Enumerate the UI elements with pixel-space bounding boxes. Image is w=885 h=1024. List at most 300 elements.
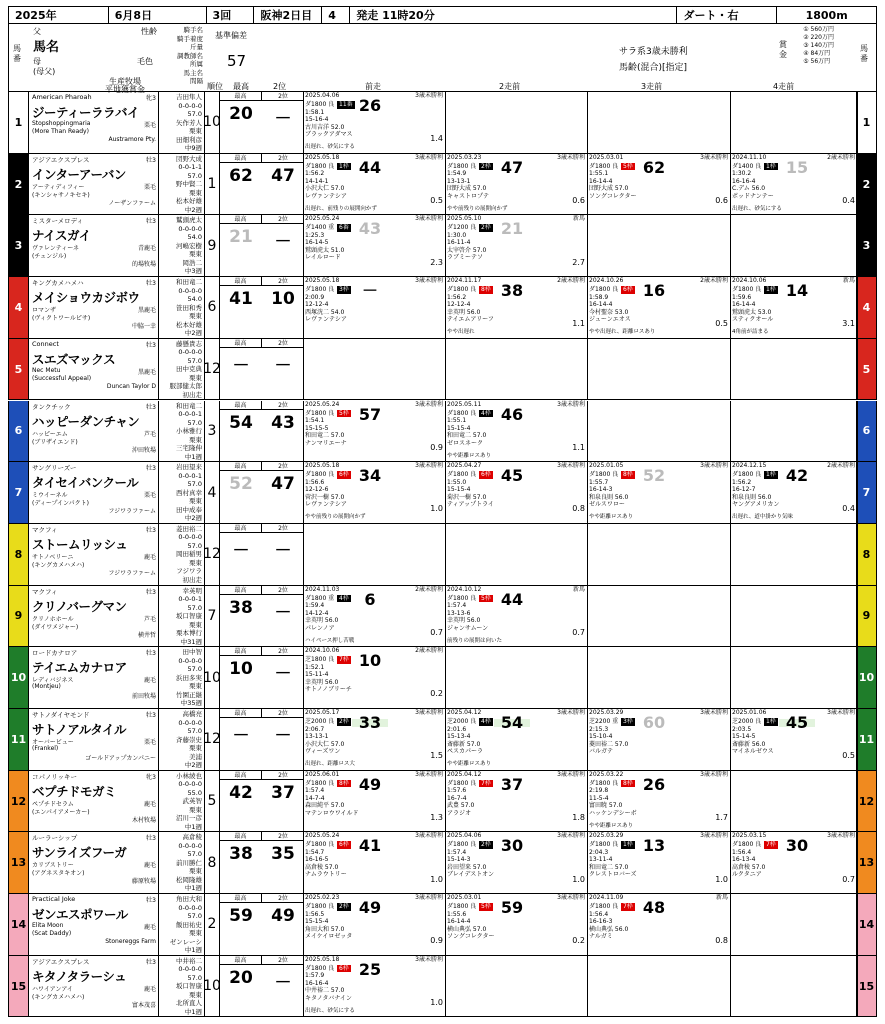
race-index: 33 [352, 719, 388, 727]
mother-label: 母 [33, 57, 41, 66]
race-line: 15-15-4 [447, 486, 471, 494]
race-line: 1:54.1 [305, 417, 325, 424]
jockey-line: 55.0 [187, 788, 202, 797]
dam-name: アーティディフィー [32, 183, 85, 191]
sex-age: 牡3 [146, 341, 156, 349]
race-line: ゼロスネーク [447, 439, 484, 447]
race-comment: やや距離ロスあり [447, 761, 492, 768]
coat-color: 鹿毛 [143, 800, 156, 808]
race-pace: 2.3 [430, 257, 443, 267]
breeder-name: ノーザンファーム [108, 199, 156, 207]
second-index: 43 [271, 412, 295, 433]
race-pace: 2.7 [572, 257, 585, 267]
race-pos: 2枠 [339, 718, 349, 725]
race-pos: 6枠 [339, 471, 349, 479]
race-line: 1:57.4 [447, 602, 467, 610]
race-line: 岩田望来 57.0 [447, 863, 487, 871]
race-condition: サラ系3歳未勝利 馬齢(混合)[指定] [619, 47, 688, 73]
race-index: 38 [500, 281, 524, 301]
breeder-label: 生産牧場 [109, 77, 141, 86]
second-index: 47 [271, 165, 295, 186]
prev2-label: 2走前 [499, 82, 521, 91]
race-date: 2025.05.24 [305, 215, 340, 223]
race-index: 26 [358, 96, 382, 115]
rank-order: 8 [205, 832, 220, 893]
jockey-line: 栗東 [189, 127, 202, 135]
jockey-line: 坂口智康 [176, 982, 202, 991]
jockey-line: 中1週 [184, 1007, 202, 1016]
race-pos: 7枠 [481, 779, 491, 787]
race-r4 [731, 586, 858, 647]
race-date: 2024.11.03 [305, 585, 340, 593]
race-line: クレストロバーズ [589, 871, 637, 879]
jockey-line: 57.0 [187, 912, 202, 921]
best-index: 62 [229, 165, 253, 186]
race-r3 [588, 277, 731, 338]
race-r2 [446, 462, 588, 523]
race-index: 30 [785, 836, 809, 856]
best-label: 最高 [220, 524, 262, 533]
breeder-name: 富本茂喜 [131, 1001, 156, 1009]
coat-color: 黒鹿毛 [137, 368, 156, 376]
race-class: 2歳未勝利 [827, 462, 855, 470]
race-class: 3歳未勝利 [415, 92, 443, 99]
start-time: 発走 11時20分 [350, 7, 677, 23]
horse-row [8, 339, 877, 401]
race-index: 49 [358, 774, 382, 794]
race-r3 [588, 586, 731, 647]
jockey-line: 浜田多実 [176, 673, 202, 682]
race-line: 1:52.1 [305, 663, 325, 671]
race-r3 [588, 709, 731, 770]
race-pace: 0.6 [572, 195, 585, 205]
best-index: － [232, 726, 250, 746]
jockey-line: 57.0 [187, 418, 202, 427]
race-class: 3歳未勝利 [557, 770, 585, 778]
race-pace: 1.5 [430, 751, 443, 761]
jockey-line: 中2週 [184, 329, 202, 338]
jockey-line: 和田竜二 [176, 278, 202, 287]
race-line: 15-14-3 [447, 856, 471, 864]
race-date: 2025.05.18 [305, 955, 340, 963]
jockey-info [159, 462, 205, 523]
sire-name: コパノリッキー [32, 772, 77, 781]
race-r1 [304, 832, 446, 893]
race-pos: 4枠 [481, 718, 491, 725]
second-label: 2位 [262, 832, 304, 841]
race-class: 2歳未勝利 [557, 277, 585, 285]
race-line: 15-15-5 [305, 424, 329, 432]
dam-name: ペプチドセラム [32, 800, 74, 808]
race-comment: やや距離ロスあり [589, 822, 634, 829]
damsire-name: (Scat Daddy) [32, 930, 72, 938]
jockey-info [159, 832, 205, 893]
race-date: 2024.10.12 [447, 585, 482, 593]
race-index: 42 [785, 466, 809, 486]
jockey-line: 初出走 [182, 575, 202, 584]
index-block [220, 709, 304, 770]
rank-order: 10 [205, 956, 220, 1017]
jockey-line: 野中賢二 [176, 180, 202, 189]
race-line: 1:59.4 [305, 602, 325, 610]
race-line: 高倉稜 57.0 [732, 863, 766, 871]
race-line: ジャンサムーン [447, 624, 489, 632]
race-pace: 1.1 [572, 442, 585, 452]
race-r2 [446, 647, 588, 708]
race-line: 14-14-1 [305, 177, 329, 185]
breeder-name: 沖田牧場 [131, 446, 156, 454]
horse-name: ベプチドモガミ [32, 783, 117, 799]
jockey-line: 服部健太郎 [169, 382, 202, 391]
race-r1 [304, 647, 446, 708]
race-line: ダ1800 良 [447, 286, 477, 294]
race-class: 新馬 [572, 215, 585, 223]
race-pos: 5枠 [623, 162, 633, 170]
race-index: 41 [358, 836, 382, 856]
race-class: 3歳未勝利 [700, 709, 728, 716]
dam-name: ハッピーエム [32, 430, 68, 438]
sexage-label: 性齢 [141, 27, 157, 36]
race-line: 菊沢一樹 57.0 [447, 493, 487, 501]
dam-name: Stopshoppingmaria [32, 120, 91, 127]
best-label: 最高 [220, 832, 262, 841]
horse-info [29, 586, 159, 647]
race-date: 2025.03.29 [589, 709, 624, 716]
damsire-name: (キングカメハメハ) [32, 993, 85, 1001]
race-pace: 1.4 [430, 134, 443, 144]
breeder-name: Austramore Pty. [108, 136, 156, 143]
race-pos: 7枠 [766, 841, 776, 849]
coat-color: 栗毛 [143, 122, 156, 129]
coat-color: 鹿毛 [143, 862, 156, 870]
kai: 3回 [207, 7, 255, 23]
race-line: レヴァンテシア [305, 501, 347, 509]
race-index: 10 [358, 651, 382, 671]
best-label: 最高 [220, 154, 262, 163]
race-date: 2024.11.09 [589, 894, 624, 902]
race-pos: 6枠 [623, 286, 633, 294]
breeder-name: 中脇一幸 [131, 323, 156, 331]
umaban-right: 6 [856, 401, 876, 462]
race-line: 2:06.7 [305, 725, 325, 733]
race-r3 [588, 401, 731, 462]
jockey-info [159, 956, 205, 1017]
race-comment: 出遅れ、道中掛かり気味 [732, 514, 793, 521]
jockey-line: 西村真幸 [176, 488, 202, 497]
race-r3 [588, 956, 731, 1017]
jockey-line: 高橋亮 [182, 710, 202, 718]
race-lines [305, 595, 337, 633]
umaban-right: 7 [856, 462, 876, 523]
race-line: ダ1800 良 [447, 594, 477, 602]
race-pace: 0.8 [572, 504, 585, 514]
race-index: 6 [364, 589, 376, 609]
race-pos: 4枠 [481, 409, 491, 417]
race-date: 2025.06.01 [305, 770, 340, 778]
jockey-info [159, 92, 205, 153]
jockey-line: 吉田隼人 [176, 93, 202, 101]
jockey-line: 中3週 [184, 267, 202, 276]
race-line: ダ1400 良 [732, 162, 762, 170]
race-line: 15-16-4 [305, 116, 329, 123]
jockey-line: 0-0-0-0 [178, 656, 202, 665]
horse-name: インターアーバン [32, 166, 126, 182]
race-no: 4 [322, 7, 350, 23]
race-pace: 0.5 [430, 195, 443, 205]
sire-name: マクフィ [32, 587, 58, 596]
race-pos: 2枠 [481, 224, 491, 232]
umaban-right: 2 [856, 154, 876, 215]
horse-row [8, 401, 877, 463]
damsire-name: (Frankel) [32, 745, 59, 752]
horse-info [29, 771, 159, 832]
race-class: 3歳未勝利 [557, 709, 585, 716]
sex-age: 牡3 [146, 650, 156, 658]
race-line: 1:56.4 [589, 910, 609, 918]
race-date: 2025.03.22 [589, 770, 624, 778]
race-comment: やや前残りの展開向かず [305, 514, 366, 521]
jockey-line: 菱田裕二 [176, 524, 202, 533]
race-index: 15 [785, 157, 809, 177]
race-r1 [304, 401, 446, 462]
race-line: 芝2000 良 [305, 718, 335, 725]
race-line: 和田竜二 57.0 [589, 863, 629, 871]
dam-name: オーバービュー [32, 739, 74, 746]
year: 2025年 [9, 7, 109, 23]
race-date: 2025.02.23 [305, 894, 340, 902]
race-line: 15-13-4 [447, 733, 471, 740]
race-index: 46 [500, 404, 524, 424]
race-pace: 1.0 [430, 504, 443, 514]
sex-age: 牝3 [146, 773, 156, 781]
race-line: ダ1800 良 [305, 409, 335, 417]
jockey-line: 57.0 [187, 665, 202, 674]
horse-name: サトノアルタイル [32, 722, 127, 737]
race-date: 2025.03.01 [589, 153, 624, 161]
jockey-line: 岩田望来 [176, 463, 202, 472]
race-date: 2025.05.24 [305, 400, 340, 408]
race-pace: 0.5 [842, 751, 855, 761]
race-line: 横山典弘 56.0 [589, 925, 629, 933]
race-line: 1:55.6 [447, 910, 467, 918]
umaban: 9 [9, 586, 29, 647]
race-line: 14-7-4 [305, 794, 325, 802]
best-label: 最高 [220, 462, 262, 471]
dam-name: クリノホホール [32, 615, 74, 623]
race-line: 富田暁 57.0 [589, 802, 623, 810]
jockey-info [159, 771, 205, 832]
race-line: 1:54.9 [447, 170, 467, 178]
race-line: 和泉良則 56.0 [732, 493, 772, 501]
race-pace: 0.2 [572, 936, 585, 946]
race-date: 2025.05.18 [305, 277, 340, 285]
jockey-line: 栗東 [189, 497, 202, 506]
jockey-info [159, 154, 205, 215]
best-index: 10 [229, 659, 253, 680]
umaban: 13 [9, 832, 29, 893]
breeder-name: フジワラファーム [108, 569, 156, 577]
best-index: 59 [229, 906, 253, 927]
umaban-right: 4 [856, 277, 876, 338]
sire-name: タンクチック [32, 402, 71, 411]
index-block [220, 92, 304, 153]
best-index: 20 [229, 967, 253, 988]
race-line: 1:30.0 [447, 231, 467, 239]
race-index: 13 [642, 836, 666, 856]
race-pace: 1.0 [430, 997, 443, 1007]
jockey-line: 松岡隆雄 [176, 875, 202, 884]
second-label: 2位 [262, 339, 304, 348]
second-index: 47 [271, 474, 295, 495]
jockey-line: 57.0 [187, 110, 202, 118]
race-pos: 5枠 [481, 903, 491, 911]
race-line: 16-13-4 [732, 856, 756, 864]
race-line: ダ1800 良 [732, 841, 762, 849]
index-block [220, 771, 304, 832]
horse-row [8, 586, 877, 648]
race-line: テイエムアリーフ [447, 316, 494, 324]
index-block [220, 339, 304, 400]
breeder-name: Stonereggs Farm [105, 938, 156, 946]
horse-info [29, 277, 159, 338]
race-line: ボッドナンテー [732, 192, 774, 200]
race-line: 幸英明 56.0 [447, 308, 481, 316]
umaban: 5 [9, 339, 29, 400]
index-block [220, 894, 304, 955]
race-line: ダ1800 良 [447, 471, 477, 479]
jockey-line: 栗東 [189, 867, 202, 876]
best-label: 最高 [220, 894, 262, 903]
race-line: 角田大和 57.0 [305, 925, 345, 933]
rank-order: 9 [205, 215, 220, 276]
race-r2 [446, 92, 588, 153]
jockey-line: 0-0-0-0 [178, 533, 202, 542]
second-label: 2位 [262, 277, 304, 286]
jockey-info [159, 709, 205, 770]
race-line: 1:56.2 [732, 478, 752, 486]
race-line: レヴァンテシア [305, 316, 347, 324]
race-comment: やや出遅れ [447, 329, 475, 336]
jockey-info [159, 339, 205, 400]
sex-age: 牡3 [146, 588, 156, 596]
best-label: 最高 [220, 92, 262, 101]
umaban-right: 15 [856, 956, 876, 1017]
race-line: 1:56.6 [305, 478, 325, 486]
race-r4 [731, 524, 858, 585]
race-line: ダ1800 良 [589, 286, 619, 294]
best-index: 41 [229, 289, 253, 310]
race-pace: 0.2 [430, 689, 443, 699]
race-line: 鷲頭虎太 53.0 [732, 308, 772, 316]
horse-name: サンライズフーガ [32, 845, 127, 861]
race-pace: 1.0 [572, 874, 585, 884]
horse-name: タイセイバンクール [32, 475, 139, 491]
rank-order: 2 [205, 894, 220, 955]
race-date: 2024.11.10 [732, 153, 767, 161]
jockey-line: 笹田和秀 [176, 303, 202, 312]
race-line: 15-15-4 [447, 424, 471, 432]
race-line: ルクタニア [732, 871, 762, 879]
race-comment: ハイペース押し苦戦 [305, 637, 355, 644]
damsire-name: (キンシャサノキセキ) [32, 191, 90, 199]
race-line: パレンノア [305, 624, 335, 632]
race-r3 [588, 524, 731, 585]
race-index: 16 [642, 281, 666, 301]
race-line: 16-16-4 [305, 979, 329, 987]
race-pace: 0.8 [715, 936, 728, 946]
race-r1 [304, 462, 446, 523]
race-pos: 4枠 [339, 594, 349, 602]
race-class: 3歳未勝利 [700, 153, 728, 161]
race-r1 [304, 339, 446, 400]
jockey-line: 中2週 [184, 205, 202, 214]
race-line: アラジオ [447, 809, 472, 817]
second-label: 2位 [262, 709, 304, 718]
race-line: 菱田裕二 57.0 [589, 740, 629, 748]
race-comment: 出遅れ、前残りの展開向かず [305, 205, 377, 212]
umaban: 15 [9, 956, 29, 1017]
jockey-line: 54.0 [187, 233, 202, 242]
jockey-line: 栗東 [189, 312, 202, 321]
race-line: 横山典弘 57.0 [447, 925, 487, 933]
race-pos: 8枠 [623, 471, 633, 479]
jockey-line: 57.0 [187, 973, 202, 982]
race-class: 新馬 [715, 894, 728, 902]
race-r2 [446, 339, 588, 400]
race-line: ダ1800 良 [305, 841, 335, 849]
jockey-line: 小林綾也 [176, 771, 202, 780]
race-pos: 5枠 [481, 594, 491, 602]
sire-name: キングカメハメハ [32, 279, 84, 288]
horse-row [8, 832, 877, 894]
umaban: 7 [9, 462, 29, 523]
race-line: ダ1800 良 [589, 471, 619, 479]
race-line: 1:55.1 [447, 417, 467, 424]
race-line: 団野大成 57.0 [447, 185, 487, 193]
second-index: － [274, 232, 292, 253]
race-r2 [446, 277, 588, 338]
best-label: 最高 [220, 956, 262, 965]
best-index: 42 [229, 782, 253, 803]
jockey-line: 栗東 [189, 250, 202, 259]
jockey-line: 中1週 [184, 884, 202, 893]
race-index: 52 [642, 466, 666, 486]
second-label: 2位 [262, 586, 304, 595]
jockey-line: 竹園正継 [176, 690, 202, 699]
index-block [220, 586, 304, 647]
breeder-name: 横井哲 [137, 631, 156, 639]
jockey-line: 0-0-0-0 [178, 903, 202, 912]
jockey-line: 57.0 [187, 850, 202, 859]
damsire-name: (キングカメハメハ) [32, 561, 85, 569]
jockey-line: 57.0 [187, 356, 202, 365]
race-r4 [731, 832, 858, 893]
jockey-line: 57.0 [187, 727, 202, 735]
second-label: 2位 [262, 401, 304, 410]
best-label: 最高 [220, 586, 262, 595]
race-line: ブレイデストオン [447, 871, 495, 879]
race-pos: 7枠 [339, 656, 349, 664]
jockey-line: 0-0-0-0 [178, 780, 202, 789]
race-line: ダ1400 重 [305, 224, 335, 232]
damsire-name: (エンパイアメーカー) [32, 808, 90, 816]
race-line: ダ1800 良 [305, 964, 335, 972]
umaban: 12 [9, 771, 29, 832]
horse-info [29, 647, 159, 708]
race-pos: 8枠 [339, 779, 349, 787]
race-line: ソングコレクター [447, 933, 495, 941]
horse-name: ナイスガイ [32, 228, 91, 244]
